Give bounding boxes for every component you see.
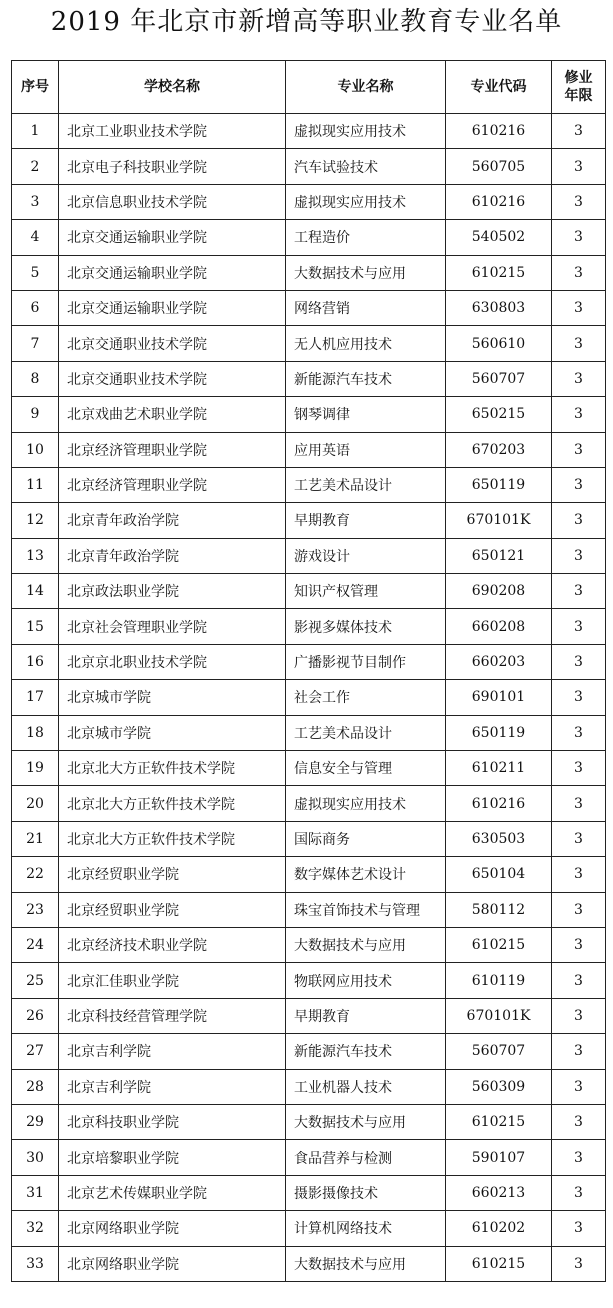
header-no: 序号 — [12, 61, 59, 114]
major-name-cell: 应用英语 — [286, 432, 446, 467]
major-code-cell: 650121 — [446, 538, 552, 573]
table-row — [12, 1211, 606, 1246]
major-name-cell: 数字媒体艺术设计 — [286, 857, 446, 892]
major-name-cell: 摄影摄像技术 — [286, 1175, 446, 1210]
row-no-cell: 10 — [12, 432, 59, 467]
study-years-cell: 3 — [552, 503, 606, 538]
table-row — [12, 1175, 606, 1210]
major-name-cell: 无人机应用技术 — [286, 326, 446, 361]
school-name-cell: 北京汇佳职业学院 — [59, 963, 286, 998]
row-no-cell: 1 — [12, 114, 59, 149]
study-years-cell: 3 — [552, 397, 606, 432]
major-code-cell: 560309 — [446, 1069, 552, 1104]
major-name-cell: 广播影视节目制作 — [286, 644, 446, 679]
school-name-cell: 北京北大方正软件技术学院 — [59, 786, 286, 821]
major-name-cell: 珠宝首饰技术与管理 — [286, 892, 446, 927]
major-name-cell: 国际商务 — [286, 821, 446, 856]
table-row — [12, 751, 606, 786]
study-years-cell: 3 — [552, 751, 606, 786]
major-name-cell: 工业机器人技术 — [286, 1069, 446, 1104]
major-code-cell: 560610 — [446, 326, 552, 361]
major-code-cell: 610216 — [446, 786, 552, 821]
major-code-cell: 650104 — [446, 857, 552, 892]
study-years-cell: 3 — [552, 1140, 606, 1175]
major-code-cell: 560707 — [446, 1034, 552, 1069]
study-years-cell: 3 — [552, 574, 606, 609]
major-name-cell: 工艺美术品设计 — [286, 715, 446, 750]
header-years — [552, 61, 606, 114]
study-years-cell: 3 — [552, 1246, 606, 1281]
major-name-cell: 工程造价 — [286, 220, 446, 255]
school-name-cell: 北京交通职业技术学院 — [59, 326, 286, 361]
study-years-cell: 3 — [552, 184, 606, 219]
school-name-cell: 北京交通运输职业学院 — [59, 255, 286, 290]
school-name-cell: 北京戏曲艺术职业学院 — [59, 397, 286, 432]
major-name-cell: 早期教育 — [286, 998, 446, 1033]
major-code-cell: 580112 — [446, 892, 552, 927]
school-name-cell: 北京电子科技职业学院 — [59, 149, 286, 184]
study-years-cell: 3 — [552, 1034, 606, 1069]
major-name-cell: 虚拟现实应用技术 — [286, 114, 446, 149]
major-code-cell: 630503 — [446, 821, 552, 856]
table-row — [12, 326, 606, 361]
major-code-cell: 610215 — [446, 255, 552, 290]
table-row — [12, 220, 606, 255]
school-name-cell: 北京北大方正软件技术学院 — [59, 751, 286, 786]
row-no-cell: 33 — [12, 1246, 59, 1281]
major-code-cell: 660203 — [446, 644, 552, 679]
row-no-cell: 24 — [12, 927, 59, 962]
school-name-cell: 北京艺术传媒职业学院 — [59, 1175, 286, 1210]
school-name-cell: 北京社会管理职业学院 — [59, 609, 286, 644]
row-no-cell: 30 — [12, 1140, 59, 1175]
row-no-cell: 14 — [12, 574, 59, 609]
header-school: 学校名称 — [59, 61, 286, 114]
major-code-cell: 610216 — [446, 114, 552, 149]
row-no-cell: 17 — [12, 680, 59, 715]
table-row — [12, 1034, 606, 1069]
study-years-cell: 3 — [552, 1175, 606, 1210]
study-years-cell: 3 — [552, 326, 606, 361]
row-no-cell: 3 — [12, 184, 59, 219]
row-no-cell: 11 — [12, 467, 59, 502]
table-row — [12, 963, 606, 998]
row-no-cell: 7 — [12, 326, 59, 361]
school-name-cell: 北京培黎职业学院 — [59, 1140, 286, 1175]
study-years-cell: 3 — [552, 1104, 606, 1139]
school-name-cell: 北京京北职业技术学院 — [59, 644, 286, 679]
major-name-cell: 大数据技术与应用 — [286, 927, 446, 962]
major-name-cell: 大数据技术与应用 — [286, 1246, 446, 1281]
school-name-cell: 北京交通职业技术学院 — [59, 361, 286, 396]
row-no-cell: 16 — [12, 644, 59, 679]
row-no-cell: 12 — [12, 503, 59, 538]
program-list-table — [11, 60, 606, 1282]
major-name-cell: 影视多媒体技术 — [286, 609, 446, 644]
major-name-cell: 虚拟现实应用技术 — [286, 184, 446, 219]
major-code-cell: 670203 — [446, 432, 552, 467]
major-name-cell: 食品营养与检测 — [286, 1140, 446, 1175]
table-row — [12, 397, 606, 432]
table-row — [12, 1104, 606, 1139]
major-code-cell: 560707 — [446, 361, 552, 396]
row-no-cell: 2 — [12, 149, 59, 184]
table-row — [12, 680, 606, 715]
row-no-cell: 23 — [12, 892, 59, 927]
table-row — [12, 432, 606, 467]
school-name-cell: 北京经济管理职业学院 — [59, 432, 286, 467]
major-code-cell: 610119 — [446, 963, 552, 998]
school-name-cell: 北京城市学院 — [59, 715, 286, 750]
study-years-cell: 3 — [552, 998, 606, 1033]
row-no-cell: 32 — [12, 1211, 59, 1246]
header-code: 专业代码 — [446, 61, 552, 114]
major-code-cell: 670101K — [446, 998, 552, 1033]
row-no-cell: 26 — [12, 998, 59, 1033]
study-years-cell: 3 — [552, 1069, 606, 1104]
table-row — [12, 467, 606, 502]
major-code-cell: 560705 — [446, 149, 552, 184]
study-years-cell: 3 — [552, 892, 606, 927]
school-name-cell: 北京交通运输职业学院 — [59, 220, 286, 255]
major-code-cell: 610211 — [446, 751, 552, 786]
study-years-cell: 3 — [552, 149, 606, 184]
major-name-cell: 游戏设计 — [286, 538, 446, 573]
school-name-cell: 北京吉利学院 — [59, 1069, 286, 1104]
school-name-cell: 北京城市学院 — [59, 680, 286, 715]
row-no-cell: 31 — [12, 1175, 59, 1210]
school-name-cell: 北京科技经营管理学院 — [59, 998, 286, 1033]
school-name-cell: 北京工业职业技术学院 — [59, 114, 286, 149]
table-header-row — [12, 61, 606, 114]
row-no-cell: 15 — [12, 609, 59, 644]
table-row — [12, 786, 606, 821]
major-code-cell: 650119 — [446, 715, 552, 750]
table-row — [12, 644, 606, 679]
school-name-cell: 北京经贸职业学院 — [59, 857, 286, 892]
school-name-cell: 北京经济管理职业学院 — [59, 467, 286, 502]
study-years-cell: 3 — [552, 290, 606, 325]
major-code-cell: 690208 — [446, 574, 552, 609]
school-name-cell: 北京交通运输职业学院 — [59, 290, 286, 325]
study-years-cell: 3 — [552, 467, 606, 502]
school-name-cell: 北京信息职业技术学院 — [59, 184, 286, 219]
row-no-cell: 21 — [12, 821, 59, 856]
table-row — [12, 927, 606, 962]
school-name-cell: 北京经贸职业学院 — [59, 892, 286, 927]
major-code-cell: 670101K — [446, 503, 552, 538]
table-row — [12, 290, 606, 325]
row-no-cell: 9 — [12, 397, 59, 432]
school-name-cell: 北京网络职业学院 — [59, 1211, 286, 1246]
table-row — [12, 1246, 606, 1281]
major-code-cell: 650215 — [446, 397, 552, 432]
row-no-cell: 4 — [12, 220, 59, 255]
major-name-cell: 汽车试验技术 — [286, 149, 446, 184]
row-no-cell: 19 — [12, 751, 59, 786]
table-row — [12, 857, 606, 892]
major-name-cell: 网络营销 — [286, 290, 446, 325]
table-row — [12, 715, 606, 750]
header-major: 专业名称 — [286, 61, 446, 114]
table-row — [12, 184, 606, 219]
major-code-cell: 610215 — [446, 927, 552, 962]
study-years-cell: 3 — [552, 1211, 606, 1246]
study-years-cell: 3 — [552, 927, 606, 962]
header-years-line1: 修业 — [564, 70, 593, 86]
major-code-cell: 650119 — [446, 467, 552, 502]
page-title: 2019 年北京市新增高等职业教育专业名单 — [50, 7, 563, 37]
major-name-cell: 计算机网络技术 — [286, 1211, 446, 1246]
study-years-cell: 3 — [552, 609, 606, 644]
table-row — [12, 114, 606, 149]
major-code-cell: 610216 — [446, 184, 552, 219]
row-no-cell: 6 — [12, 290, 59, 325]
school-name-cell: 北京网络职业学院 — [59, 1246, 286, 1281]
table-row — [12, 361, 606, 396]
table-row — [12, 149, 606, 184]
major-code-cell: 610202 — [446, 1211, 552, 1246]
major-name-cell: 信息安全与管理 — [286, 751, 446, 786]
major-name-cell: 新能源汽车技术 — [286, 1034, 446, 1069]
table-row — [12, 821, 606, 856]
major-code-cell: 660213 — [446, 1175, 552, 1210]
major-code-cell: 610215 — [446, 1246, 552, 1281]
major-code-cell: 660208 — [446, 609, 552, 644]
table-row — [12, 1069, 606, 1104]
school-name-cell: 北京吉利学院 — [59, 1034, 286, 1069]
row-no-cell: 13 — [12, 538, 59, 573]
study-years-cell: 3 — [552, 361, 606, 396]
major-name-cell: 大数据技术与应用 — [286, 1104, 446, 1139]
major-name-cell: 工艺美术品设计 — [286, 467, 446, 502]
table-row — [12, 609, 606, 644]
study-years-cell: 3 — [552, 680, 606, 715]
school-name-cell: 北京经济技术职业学院 — [59, 927, 286, 962]
study-years-cell: 3 — [552, 538, 606, 573]
major-code-cell: 590107 — [446, 1140, 552, 1175]
study-years-cell: 3 — [552, 114, 606, 149]
major-name-cell: 大数据技术与应用 — [286, 255, 446, 290]
table-body — [12, 114, 606, 1282]
study-years-cell: 3 — [552, 220, 606, 255]
table-row — [12, 503, 606, 538]
row-no-cell: 5 — [12, 255, 59, 290]
study-years-cell: 3 — [552, 432, 606, 467]
major-name-cell: 知识产权管理 — [286, 574, 446, 609]
table-row — [12, 538, 606, 573]
row-no-cell: 25 — [12, 963, 59, 998]
major-code-cell: 610215 — [446, 1104, 552, 1139]
study-years-cell: 3 — [552, 963, 606, 998]
school-name-cell: 北京北大方正软件技术学院 — [59, 821, 286, 856]
major-code-cell: 630803 — [446, 290, 552, 325]
study-years-cell: 3 — [552, 644, 606, 679]
study-years-cell: 3 — [552, 786, 606, 821]
school-name-cell: 北京政法职业学院 — [59, 574, 286, 609]
row-no-cell: 20 — [12, 786, 59, 821]
major-code-cell: 690101 — [446, 680, 552, 715]
row-no-cell: 22 — [12, 857, 59, 892]
major-name-cell: 钢琴调律 — [286, 397, 446, 432]
school-name-cell: 北京科技职业学院 — [59, 1104, 286, 1139]
table-row — [12, 574, 606, 609]
major-name-cell: 新能源汽车技术 — [286, 361, 446, 396]
major-name-cell: 早期教育 — [286, 503, 446, 538]
study-years-cell: 3 — [552, 715, 606, 750]
table-row — [12, 1140, 606, 1175]
table-row — [12, 998, 606, 1033]
header-years-line2: 年限 — [564, 88, 593, 104]
study-years-cell: 3 — [552, 821, 606, 856]
major-name-cell: 社会工作 — [286, 680, 446, 715]
school-name-cell: 北京青年政治学院 — [59, 538, 286, 573]
major-name-cell: 虚拟现实应用技术 — [286, 786, 446, 821]
row-no-cell: 28 — [12, 1069, 59, 1104]
row-no-cell: 18 — [12, 715, 59, 750]
study-years-cell: 3 — [552, 857, 606, 892]
table-row — [12, 255, 606, 290]
row-no-cell: 29 — [12, 1104, 59, 1139]
study-years-cell: 3 — [552, 255, 606, 290]
school-name-cell: 北京青年政治学院 — [59, 503, 286, 538]
table-row — [12, 892, 606, 927]
row-no-cell: 8 — [12, 361, 59, 396]
major-code-cell: 540502 — [446, 220, 552, 255]
major-name-cell: 物联网应用技术 — [286, 963, 446, 998]
row-no-cell: 27 — [12, 1034, 59, 1069]
